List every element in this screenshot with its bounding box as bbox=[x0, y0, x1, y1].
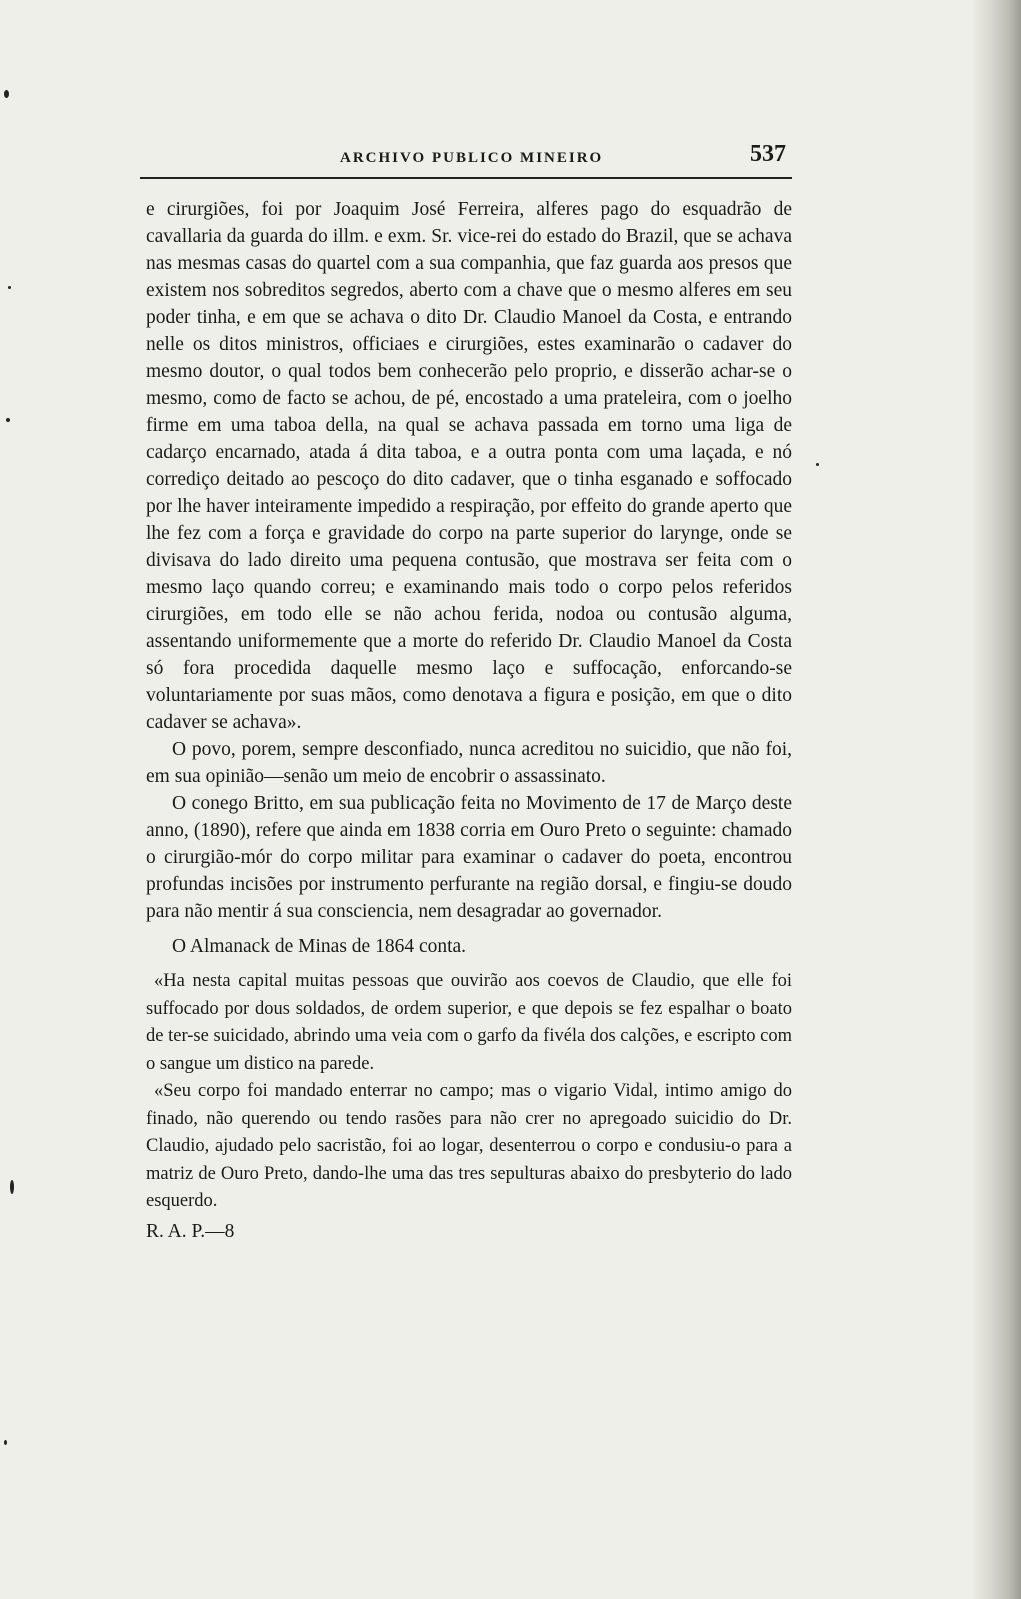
ink-speck bbox=[6, 418, 10, 422]
running-title: ARCHIVO PUBLICO MINEIRO bbox=[340, 150, 604, 166]
ink-speck bbox=[4, 90, 9, 98]
paragraph: O Almanack de Minas de 1864 conta. bbox=[172, 936, 467, 957]
paragraph: O conego Britto, em sua publicação feita no Movimento de 17 de Março deste anno, (1890), refere que ainda em 1838 corria em Ouro Preto o seguinte: chamado o cirurgião-mór do corpo militar para examinar o cadaver do poeta, encontrou profundas incisões por instrumento perfurante na região dorsal, e fingiu-se doudo para não mentir á sua consciencia, nem desagradar ao governador. bbox=[146, 793, 792, 922]
header-rule bbox=[140, 177, 792, 179]
quoted-paragraph: «Seu corpo foi mandado enterrar no campo; mas o vigario Vidal, intimo amigo do finado, não querendo ou tendo rasões para não crer no apregoado suicidio do Dr. Claudio, ajudado pelo sacristão, foi ao logar, desenterrou o corpo e condusiu-o para a matriz de Ouro Preto, dando-lhe uma das tres sepulturas abaixo do presbyterio do lado esquerdo. bbox=[146, 1081, 792, 1211]
ink-speck bbox=[816, 463, 819, 466]
page-number: 537 bbox=[750, 141, 786, 167]
page-header bbox=[140, 138, 792, 178]
ink-speck bbox=[8, 286, 11, 289]
paragraph: e cirurgiões, foi por Joaquim José Ferreira, alferes pago do esquadrão de cavallaria da guarda do illm. e exm. Sr. vice-rei do estado do Brazil, que se achava nas mesmas casas do quartel com a sua companhia, que faz guarda aos presos que existem nos sobreditos segredos, aberto com a chave que o mesmo alferes em seu poder tinha, e em que se achava o dito Dr. Claudio Manoel da Costa, e entrando nelle os ditos ministros, officiaes e cirurgiões, estes examinarão o cadaver do mesmo doutor, o qual todos bem conhecerão pelo proprio, e disserão achar-se o mesmo, como de facto se achou, de pé, encostado a uma prateleira, com o joelho firme em uma taboa della, na qual se achava passada em torno uma liga de cadarço encarnado, atada á dita taboa, e a outra ponta com uma laçada, e nó corrediço deitado ao pescoço do dito cadaver, que o tinha esganado e soffocado por lhe haver inteiramente impedido a respiração, por effeito do grande aperto que lhe fez com a força e gravidade do corpo na parte superior do larynge, onde se divisava do lado direito uma pequena contusão, que mostrava ser feita com o mesmo laço quando correu; e examinando mais todo o corpo pelos referidos cirurgiões, em todo elle se não achou ferida, nodoa ou contusão alguma, assentando uniformemente que a morte do referido Dr. Claudio Manoel da Costa só fora procedida daquelle mesmo laço e suffocação, enforcando-se voluntariamente por suas mãos, como denotava a figura e posição, em que o dito cadaver se achava». bbox=[146, 199, 792, 733]
page-edge-shadow bbox=[973, 0, 1021, 1599]
footer-signature: R. A. P.—8 bbox=[146, 1220, 235, 1242]
paragraph: O povo, porem, sempre desconfiado, nunca acreditou no suicidio, que não foi, em sua opinião—senão um meio de encobrir o assassinato. bbox=[146, 739, 792, 787]
quoted-paragraph: «Ha nesta capital muitas pessoas que ouvirão aos coevos de Claudio, que elle foi suffocado por dous soldados, de ordem superior, e que depois se fez espalhar o boato de ter-se suicidado, abrindo uma veia com o garfo da fivéla dos calções, e escripto com o sangue um distico na parede. bbox=[146, 971, 792, 1074]
ink-speck bbox=[4, 1440, 7, 1445]
ink-speck bbox=[10, 1180, 14, 1194]
body-text bbox=[146, 196, 792, 1245]
